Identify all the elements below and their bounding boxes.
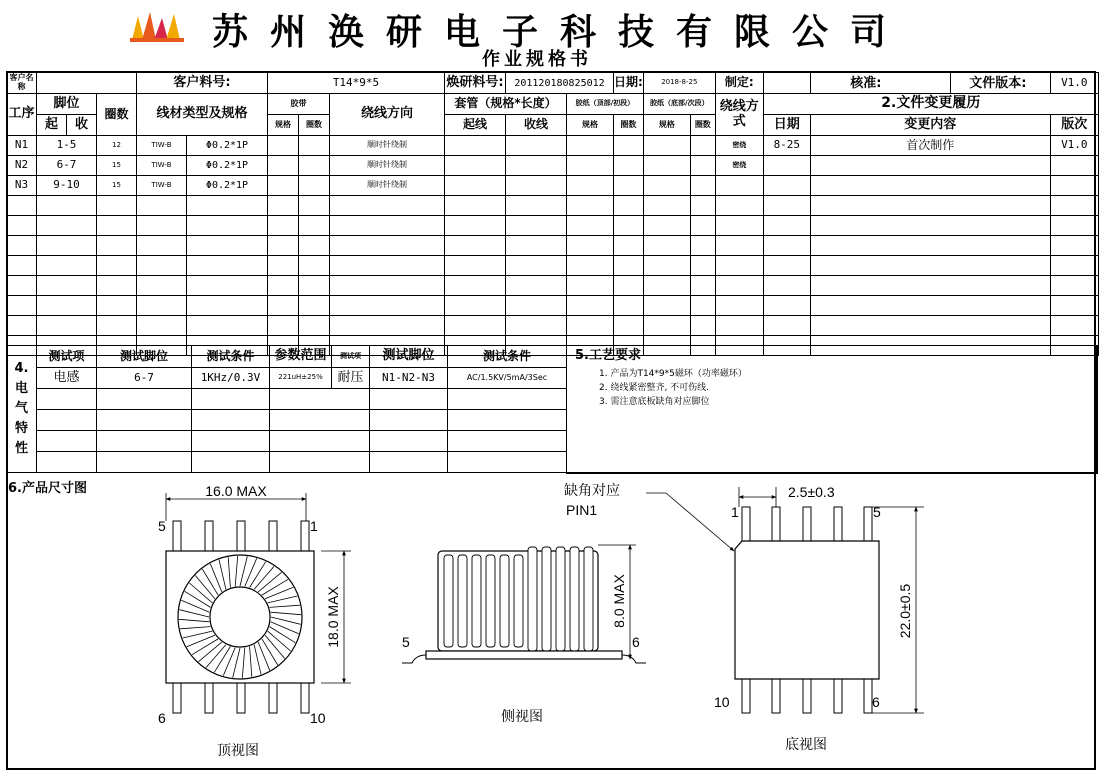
elec-pins2-header: 测试脚位: [370, 346, 448, 368]
side-view-drawing: [402, 545, 646, 724]
version-label: 文件版本:: [969, 75, 1027, 91]
tape-top-count-header: 圈数: [614, 115, 644, 136]
winding-turns: 12: [97, 136, 137, 156]
winding-method: 密绕: [715, 156, 763, 176]
elec-range-value: 221uH±25%: [270, 368, 332, 389]
winding-method: [715, 176, 763, 196]
turns-header: 圈数: [97, 94, 137, 136]
winding-table: [6, 72, 1099, 356]
top-width-label: 16.0 MAX: [205, 483, 267, 499]
tape-top-spec-header: 规格: [567, 115, 614, 136]
wire-spec: Φ0.2*1P: [187, 176, 268, 196]
pins-header: 脚位: [37, 94, 97, 115]
process-req-item: 1. 产品为T14*9*5磁环（功率磁环）: [599, 369, 747, 380]
elec-cond-header: 测试条件: [192, 346, 270, 368]
elec-cond2-header: 测试条件: [448, 346, 567, 368]
wire-type: TIW-B: [137, 156, 187, 176]
top-view-drawing: [158, 483, 351, 758]
bottom-pin-6-label: 6: [872, 694, 880, 710]
process-req-item: 3. 需注意底板缺角对应脚位: [599, 397, 710, 408]
customer-name-value: [37, 73, 137, 94]
process-req-item: 2. 绕线紧密整齐, 不可伤线.: [599, 383, 710, 394]
history-date: 8-25: [763, 136, 810, 156]
company-logo: [128, 10, 188, 44]
date-label: 日期:: [614, 73, 644, 94]
date-value: 2018-8-25: [643, 73, 715, 94]
pin-end-header: 收: [67, 115, 97, 136]
elec-item-value: 电感: [37, 368, 97, 389]
wire-type: TIW-B: [137, 176, 187, 196]
winding-direction: 顺时针绕制: [330, 136, 445, 156]
winding-turns: 15: [97, 176, 137, 196]
history-version: V1.0: [1050, 136, 1098, 156]
top-pin-10-label: 10: [310, 710, 326, 726]
elec-range-header: 参数范围: [270, 346, 332, 368]
process-requirements: [566, 345, 1098, 474]
document-title: 作业规格书: [482, 49, 592, 70]
method-header: 绕线方式: [715, 94, 763, 136]
wire-type: TIW-B: [137, 136, 187, 156]
customer-name-label: 客户名称: [7, 73, 37, 94]
process-req-title: 5.工艺要求: [575, 348, 641, 363]
winding-row: [7, 176, 1099, 196]
top-pin-6-label: 6: [158, 710, 166, 726]
customer-pn-value: T14*9*5: [268, 73, 445, 94]
hipot-item-value: 耐压: [332, 368, 370, 389]
bottom-pin-10-label: 10: [714, 694, 730, 710]
winding-row: [7, 136, 1099, 156]
wire-header: 线材类型及规格: [137, 94, 268, 136]
winding-pins: 1-5: [37, 136, 97, 156]
notch-note-line2: PIN1: [566, 502, 598, 518]
approve-version-cell: [810, 73, 1050, 94]
huanyan-pn-label: 焕研料号:: [445, 73, 506, 94]
electrical-section-label: 4.电气特性: [7, 346, 37, 473]
top-height-label: 18.0 MAX: [325, 586, 341, 648]
made-by-label: 制定:: [715, 73, 763, 94]
process-header: 工序: [7, 94, 37, 136]
tape-top-header: 胶纸（顶部/初段）: [567, 94, 644, 115]
side-view-caption: 侧视图: [501, 708, 543, 724]
elec-cond-value: 1KHz/0.3V: [192, 368, 270, 389]
bottom-view-caption: 底视图: [785, 736, 827, 752]
winding-row: [7, 156, 1099, 176]
tape-bottom-count-header: 圈数: [690, 115, 715, 136]
tape-turns-header: 圈数: [299, 115, 330, 136]
wire-spec: Φ0.2*1P: [187, 156, 268, 176]
winding-process: N2: [7, 156, 37, 176]
made-by-value: [763, 73, 810, 94]
dimension-drawings: [6, 472, 1096, 771]
side-height-label: 8.0 MAX: [611, 574, 627, 628]
drawing-canvas: [6, 473, 1094, 769]
sleeve-header: 套管（规格*长度）: [445, 94, 567, 115]
winding-direction: 顺时针绕制: [330, 156, 445, 176]
history-version-header: 版次: [1050, 115, 1098, 136]
bottom-height-label: 22.0±0.5: [897, 583, 913, 639]
customer-pn-label: 客户料号:: [137, 73, 268, 94]
top-view-caption: 顶视图: [217, 742, 259, 758]
history-content-header: 变更内容: [810, 115, 1050, 136]
winding-turns: 15: [97, 156, 137, 176]
top-pin-1-label: 1: [310, 518, 318, 534]
dimensions-title: 6.产品尺寸图: [8, 481, 87, 496]
bottom-pin-1-label: 1: [731, 504, 739, 520]
document-header: [0, 0, 1102, 72]
direction-header: 绕线方向: [330, 94, 445, 136]
wire-spec: Φ0.2*1P: [187, 136, 268, 156]
change-history-title: 2.文件变更履历: [763, 94, 1098, 115]
sleeve-start-header: 起线: [445, 115, 506, 136]
tape-header: 胶带: [268, 94, 330, 115]
bottom-pitch-label: 2.5±0.3: [788, 484, 835, 500]
winding-pins: 9-10: [37, 176, 97, 196]
side-pin-6-label: 6: [632, 634, 640, 650]
winding-pins: 6-7: [37, 156, 97, 176]
elec-pins-header: 测试脚位: [97, 346, 192, 368]
notch-note-line1: 缺角对应: [564, 482, 620, 498]
hipot-cond-value: AC/1.5KV/5mA/3Sec: [448, 368, 567, 389]
history-date-header: 日期: [763, 115, 810, 136]
winding-process: N3: [7, 176, 37, 196]
electrical-table: [6, 345, 567, 473]
winding-direction: 顺时针绕制: [330, 176, 445, 196]
version-value: V1.0: [1050, 73, 1098, 94]
elec-item-header: 测试项: [37, 346, 97, 368]
winding-method: 密绕: [715, 136, 763, 156]
hipot-pins-value: N1-N2-N3: [370, 368, 448, 389]
approve-label: 核准:: [850, 75, 882, 91]
elec-item2-header: 测试项: [332, 346, 370, 368]
bottom-pin-5-label: 5: [873, 504, 881, 520]
huanyan-pn-value: 201120180825012: [506, 73, 614, 94]
winding-process: N1: [7, 136, 37, 156]
side-pin-5-label: 5: [402, 634, 410, 650]
company-name: 苏州涣研电子科技有限公司: [212, 12, 909, 53]
top-pin-5-label: 5: [158, 518, 166, 534]
history-content: 首次制作: [810, 136, 1050, 156]
pin-start-header: 起: [37, 115, 67, 136]
sleeve-end-header: 收线: [506, 115, 567, 136]
tape-bottom-spec-header: 规格: [643, 115, 690, 136]
elec-pins-value: 6-7: [97, 368, 192, 389]
tape-spec-header: 规格: [268, 115, 299, 136]
tape-bottom-header: 胶纸（底部/次段）: [643, 94, 715, 115]
